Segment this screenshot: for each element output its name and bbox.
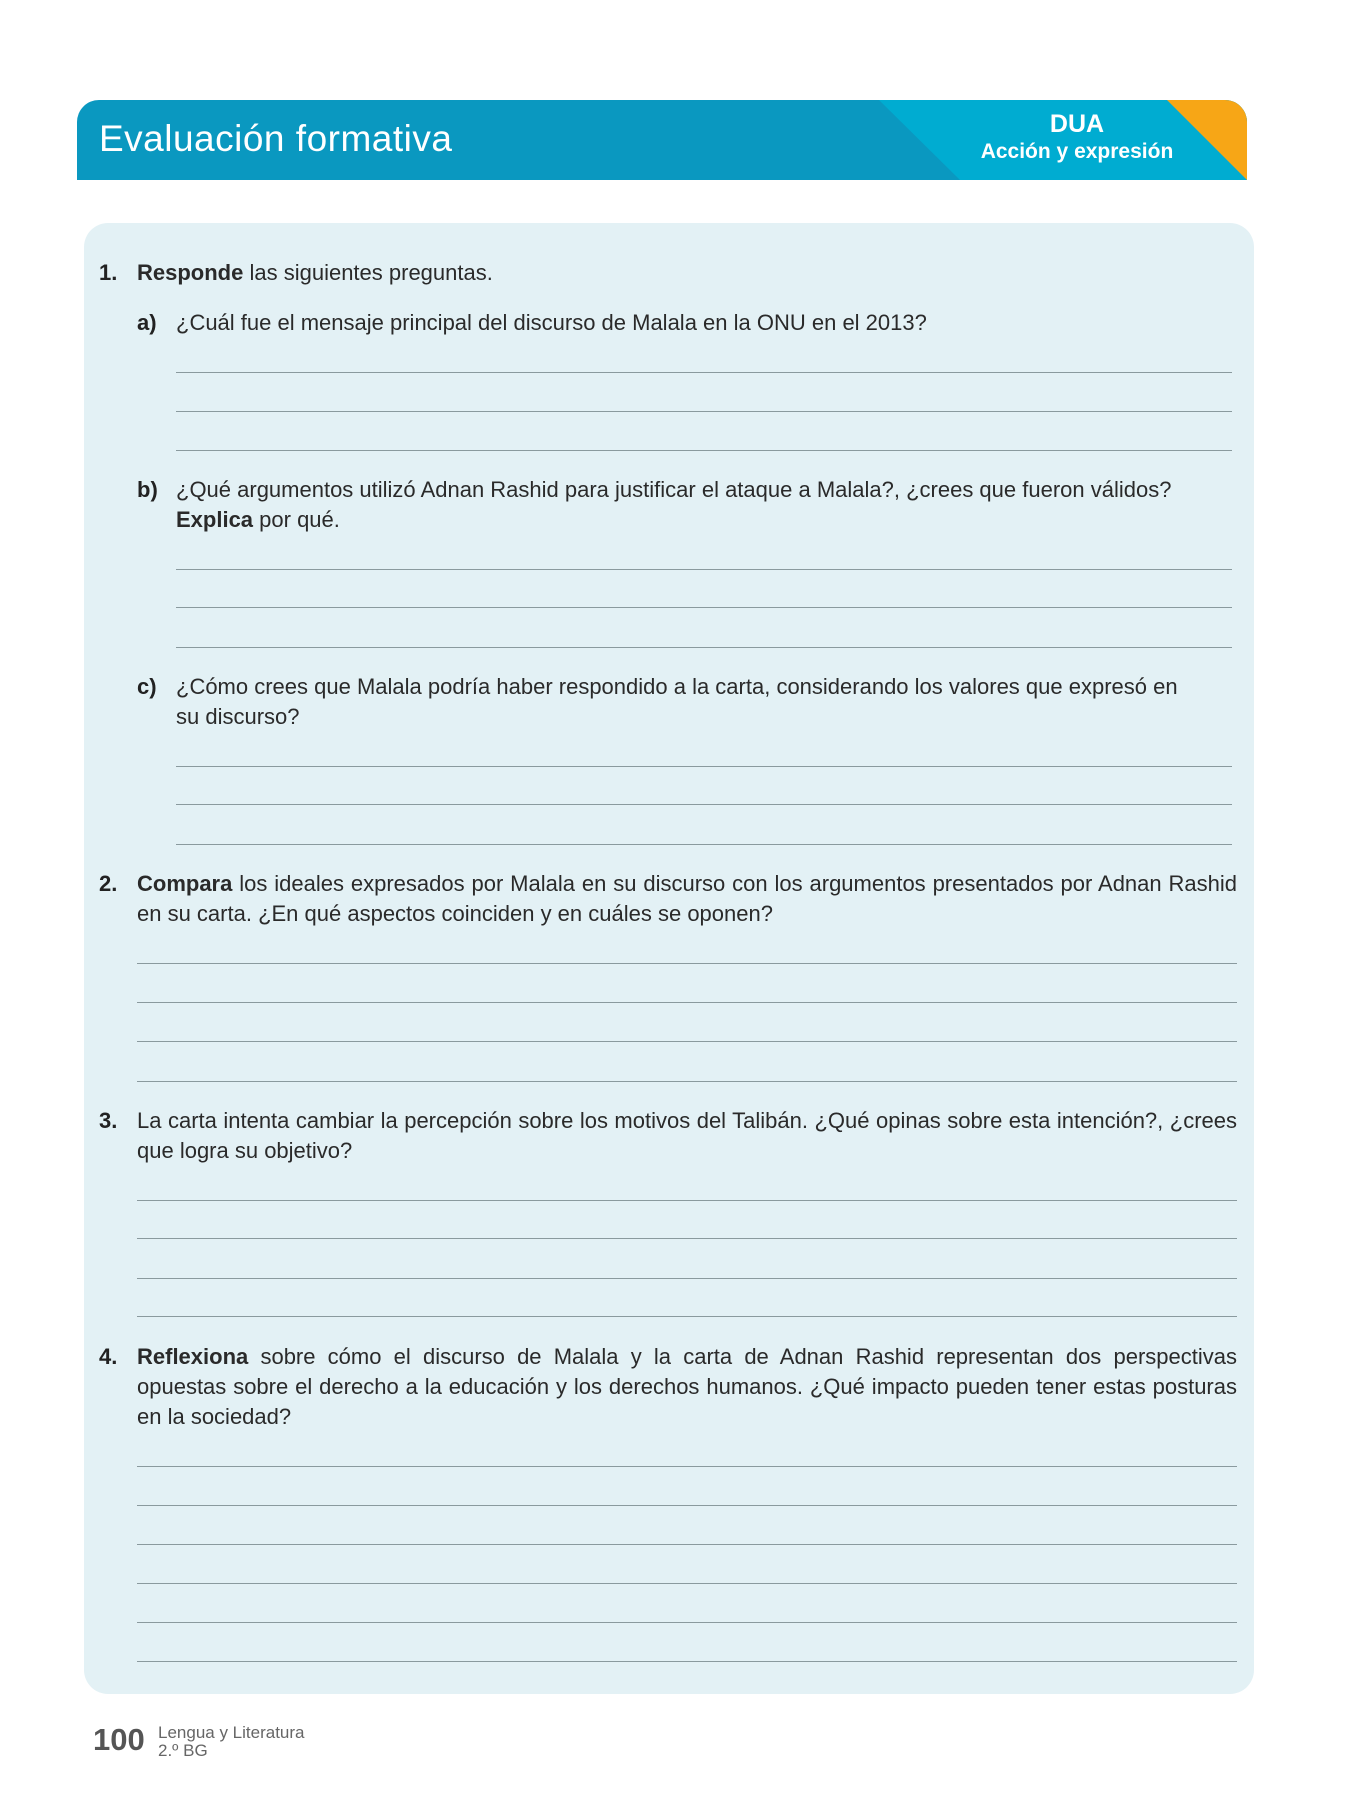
question-1b-text (176, 475, 1236, 535)
section-header (77, 100, 1247, 180)
prompt-text: ¿Qué argumentos utilizó Adnan Rashid para justificar el ataque a Malala?, ¿crees que fueron válidos? (176, 477, 1172, 502)
question-2-prompt (137, 869, 1237, 929)
subject-name: Lengua y Literatura (158, 1723, 305, 1742)
answer-line[interactable] (176, 450, 1232, 451)
footer-subject (158, 1724, 305, 1760)
page-title: Evaluación formativa (99, 118, 453, 159)
dua-badge (957, 110, 1197, 166)
answer-line[interactable] (137, 1081, 1237, 1082)
answer-line[interactable] (176, 844, 1232, 845)
answer-line[interactable] (137, 1622, 1237, 1623)
prompt-text: por qué. (253, 507, 340, 532)
question-number: 4. (99, 1344, 118, 1369)
prompt-verb: Reflexiona (137, 1344, 249, 1369)
question-1a-text: ¿Cuál fue el mensaje principal del discurso de Malala en la ONU en el 2013? (176, 310, 927, 335)
answer-line[interactable] (137, 1002, 1237, 1003)
question-number: 1. (99, 260, 118, 285)
answer-line[interactable] (137, 1505, 1237, 1506)
subquestion-label: b) (137, 477, 158, 502)
answer-line[interactable] (137, 1466, 1237, 1467)
question-number: 2. (99, 871, 118, 896)
answer-line[interactable] (176, 607, 1232, 608)
answer-line[interactable] (176, 411, 1232, 412)
subquestion-label: c) (137, 674, 157, 699)
dua-title: DUA (1049, 110, 1105, 138)
prompt-verb: Explica (176, 507, 254, 532)
answer-line[interactable] (176, 647, 1232, 648)
dua-subtitle: Acción y expresión (980, 140, 1174, 163)
answer-line[interactable] (176, 804, 1232, 805)
prompt-verb: Responde (137, 260, 244, 285)
answer-line[interactable] (137, 1583, 1237, 1584)
answer-line[interactable] (137, 1316, 1237, 1317)
prompt-verb: Compara (137, 871, 233, 896)
answer-line[interactable] (137, 1661, 1237, 1662)
answer-line[interactable] (137, 1041, 1237, 1042)
question-4-prompt (137, 1342, 1237, 1432)
question-number: 3. (99, 1108, 118, 1133)
grade-level: 2.º BG (158, 1741, 208, 1760)
answer-line[interactable] (137, 1278, 1237, 1279)
prompt-text: las siguientes preguntas. (243, 260, 493, 285)
answer-line[interactable] (176, 372, 1232, 373)
answer-line[interactable] (137, 963, 1237, 964)
question-1c-text: ¿Cómo crees que Malala podría haber respondido a la carta, considerando los valores que expresó en su discurso? (176, 674, 1178, 729)
prompt-text: sobre cómo el discurso de Malala y la carta de Adnan Rashid representan dos perspectivas opuestas sobre el derecho a la educación y los derechos humanos. ¿Qué impacto pueden tener estas posturas en la sociedad? (137, 1344, 1237, 1429)
answer-line[interactable] (176, 569, 1232, 570)
answer-line[interactable] (137, 1238, 1237, 1239)
page-number: 100 (93, 1722, 145, 1757)
answer-line[interactable] (137, 1200, 1237, 1201)
worksheet-panel (84, 223, 1254, 1694)
answer-line[interactable] (176, 766, 1232, 767)
question-1-prompt (137, 258, 493, 288)
subquestion-label: a) (137, 310, 157, 335)
prompt-text: los ideales expresados por Malala en su discurso con los argumentos presentados por Adnan Rashid en su carta. ¿En qué aspectos coinciden y en cuáles se oponen? (137, 871, 1237, 926)
answer-line[interactable] (137, 1544, 1237, 1545)
question-3-prompt: La carta intenta cambiar la percepción sobre los motivos del Talibán. ¿Qué opinas sobre esta intención?, ¿crees que logra su objetivo? (137, 1108, 1237, 1163)
